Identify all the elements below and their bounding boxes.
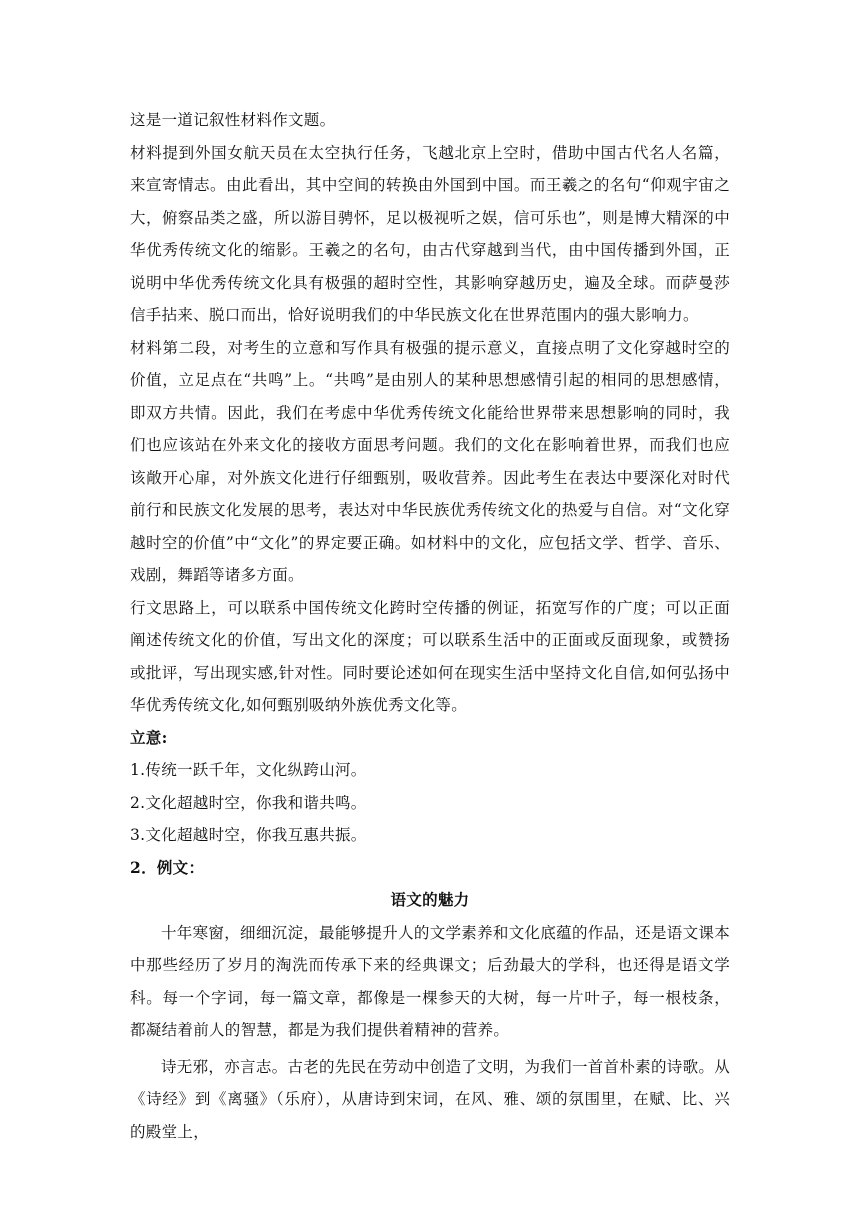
analysis-paragraph-1: 这是一道记叙性材料作文题。: [130, 111, 336, 129]
analysis-paragraph-4: 行文思路上，可以联系中国传统文化跨时空传播的例证，拓宽写作的广度；可以正面阐述传统文化的价值，写出文化的深度；可以联系生活中的正面或反面现象，或赞扬或批评，写出现实感,针对性。同时要论述如何在现实生活中坚持文化自信,如何弘扬中华优秀传统文化,如何甄别吸纳外族优秀文化等。: [130, 598, 730, 714]
lizhi-item-3: 3.文化超越时空，你我互惠共振。: [130, 826, 367, 844]
essay-title: 语文的魅力: [390, 890, 470, 909]
analysis-paragraph-3: 材料第二段，对考生的立意和写作具有极强的提示意义，直接点明了文化穿越时空的价值，立足点在“共鸣”上。“共鸣”是由别人的某种思想感情引起的相同的思想感情，即双方共情。因此，我们在考虑中华优秀传统文化能给世界带来思想影响的同时，我们也应该站在外来文化的接收方面思考问题。我们的文化在影响着世界，而我们也应该敞开心扉，对外族文化进行仔细甄别，吸收营养。因此考生在表达中要深化对时代前行和民族文化发展的思考，表达对中华民族优秀传统文化的热爱与自信。对“文化穿越时空的价值”中“文化”的界定要正确。如材料中的文化，应包括文学、哲学、音乐、戏剧，舞蹈等诸多方面。: [130, 338, 730, 584]
document-page: [130, 104, 730, 1148]
lizhi-heading: 立意:: [130, 727, 168, 747]
lizhi-item-1: 1.传统一跃千年，文化纵跨山河。: [130, 761, 367, 779]
analysis-paragraph-2: 材料提到外国女航天员在太空执行任务，飞越北京上空时，借助中国古代名人名篇，来宣寄情志。由此看出，其中空间的转换由外国到中国。而王羲之的名句“仰观宇宙之大，俯察品类之盛，所以游目骋怀，足以极视听之娱，信可乐也”，则是博大精深的中华优秀传统文化的缩影。王羲之的名句，由古代穿越到当代，由中国传播到外国，正说明中华优秀传统文化具有极强的超时空性，其影响穿越历史，遍及全球。而萨曼莎信手拈来、脱口而出，恰好说明我们的中华民族文化在世界范围内的强大影响力。: [130, 143, 730, 324]
essay-paragraph-1: 十年寒窗，细细沉淀，最能够提升人的文学素养和文化底蕴的作品，还是语文课本中那些经历了岁月的淘洗而传承下来的经典课文；后劲最大的学科，也还得是语文学科。每一个字词，每一篇文章，都像是一棵参天的大树，每一片叶子，每一根枝条，都凝结着前人的智慧，都是为我们提供着精神的营养。: [130, 923, 730, 1039]
example-heading: 2．例文：: [130, 857, 205, 877]
lizhi-item-2: 2.文化超越时空，你我和谐共鸣。: [130, 793, 367, 812]
essay-paragraph-2: 诗无邪，亦言志。古老的先民在劳动中创造了文明，为我们一首首朴素的诗歌。从《诗经》到《离骚》（乐府），从唐诗到宋词，在风、雅、颂的氛围里，在赋、比、兴的殿堂上，: [130, 1057, 730, 1141]
